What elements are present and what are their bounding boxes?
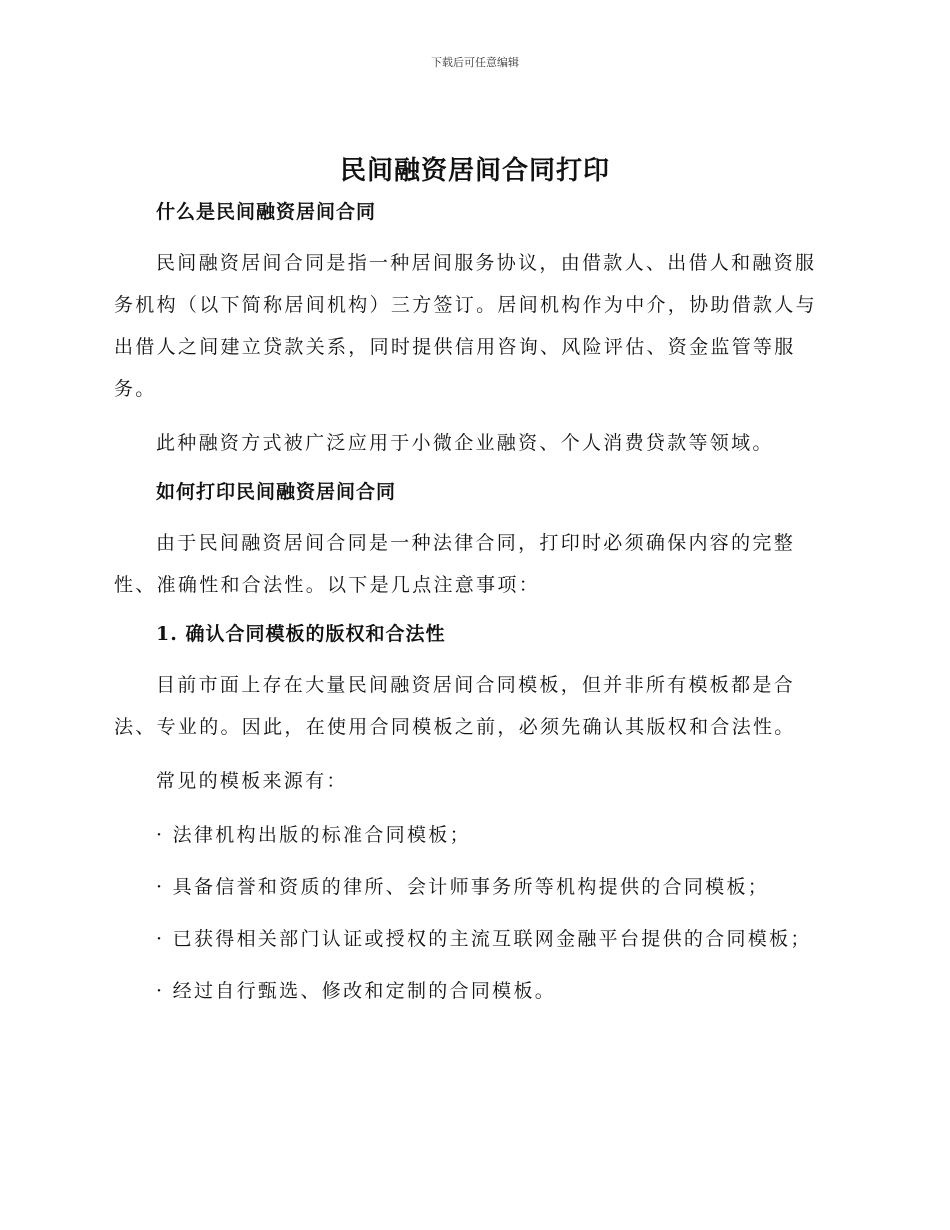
- document-body: [114, 196, 830, 1022]
- document-title: 民间融资居间合同打印: [339, 156, 610, 186]
- section-heading-how-to-print: 如何打印民间融资居间合同: [156, 481, 397, 503]
- list-item-template-source: · 法律机构出版的标准合同模板；: [156, 824, 471, 846]
- section-heading-what-is: 什么是民间融资居间合同: [156, 201, 377, 223]
- paragraph-print-notes: 由于民间融资居间合同是一种法律合同，打印时必须确保内容的完整性、准确性和合法性。以下是几点注意事项：: [114, 532, 796, 596]
- list-item-template-source: · 具备信誉和资质的律所、会计师事务所等机构提供的合同模板；: [156, 876, 770, 898]
- paragraph-application: 此种融资方式被广泛应用于小微企业融资、个人消费贷款等领域。: [156, 432, 774, 454]
- paragraph-template-legality: 目前市面上存在大量民间融资居间合同模板，但并非所有模板都是合法、专业的。因此，在使用合同模板之前，必须先确认其版权和合法性。: [114, 674, 796, 738]
- page-header-note: 下载后可任意编辑: [431, 56, 519, 69]
- list-item-template-source: · 已获得相关部门认证或授权的主流互联网金融平台提供的合同模板；: [156, 928, 812, 950]
- list-item-template-source: · 经过自行甄选、修改和定制的合同模板。: [156, 980, 557, 1002]
- paragraph-definition: 民间融资居间合同是指一种居间服务协议，由借款人、出借人和融资服务机构（以下简称居间机构）三方签订。居间机构作为中介，协助借款人与出借人之间建立贷款关系，同时提供信用咨询、风险评估、资金监管等服务。: [114, 252, 817, 400]
- section-heading-confirm-template: 1. 确认合同模板的版权和合法性: [156, 623, 446, 645]
- paragraph-template-sources: 常见的模板来源有：: [156, 770, 348, 792]
